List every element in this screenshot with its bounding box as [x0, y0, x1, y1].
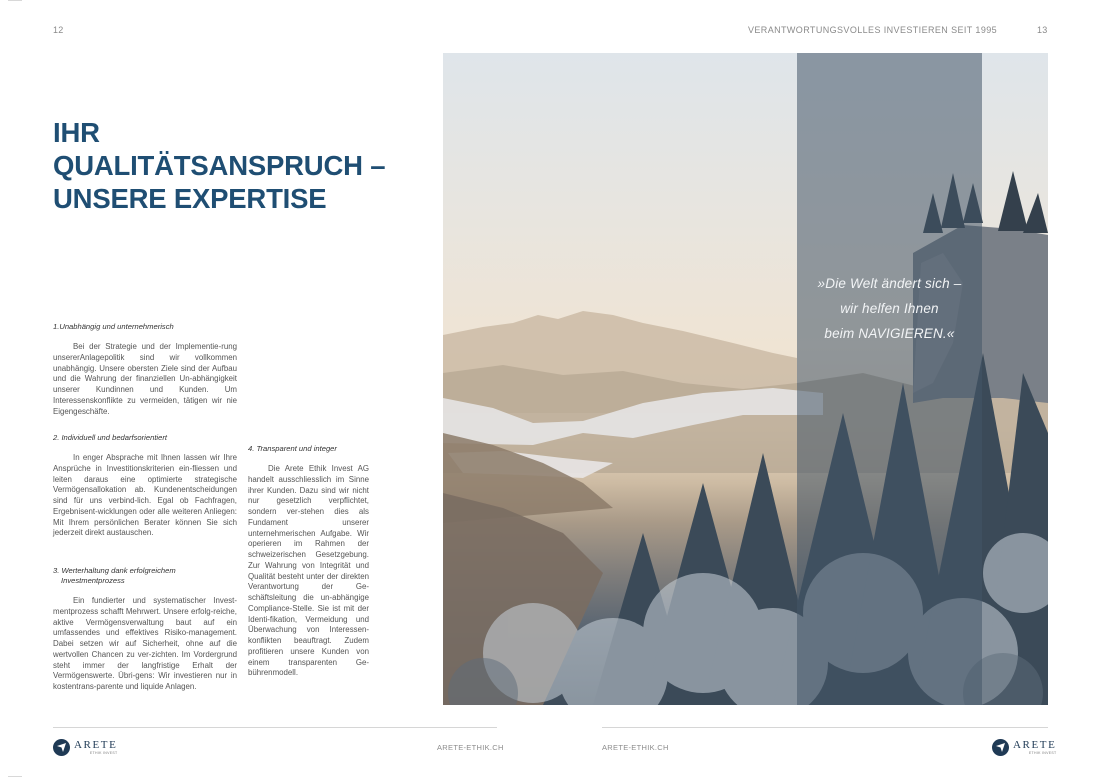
- crop-mark-top: [8, 0, 22, 1]
- right-page-number: 13: [1037, 25, 1048, 35]
- section-1-paragraph: Bei der Strategie und der Implementie-rung unsererAnlagepolitik sind wir vollkommen unabhängig. Unsere obersten Ziele sind der Aufbau und die Wahrung der finanziellen Un-abhängigkeit unserer Kundinnen und Kunden. Um Interessenskonflikte zu vermeiden, tätigen wir nie Eigengeschäfte.: [53, 342, 237, 416]
- arete-logo-left: [53, 739, 117, 756]
- left-page-number: 12: [53, 25, 64, 35]
- section-1-heading: 1.Unabhängig und unternehmerisch: [53, 322, 174, 331]
- section-3-paragraph: Ein fundierter und systematischer Invest-mentprozess schafft Mehrwert. Unsere erfolg-reiche, aktive Vermögensverwaltung baut auf ein umfassendes und effektives Risiko-management. Dabei setzen wir auf Sicherheit, ohne auf die wertvollen Chancen zu ver-zichten. Im Vordergrund steht immer der langfristige Erhalt der Vermögenswerte. Übri-gens: Wir investieren nur in kostentrans-parente und liquide Anlagen.: [53, 596, 237, 691]
- section-4-heading: 4. Transparent und integer: [248, 444, 337, 453]
- section-4-body: [248, 464, 369, 679]
- quote-line-1: »Die Welt ändert sich –: [817, 276, 962, 291]
- title-line-1: IHR: [53, 117, 100, 148]
- pull-quote: [797, 271, 982, 346]
- section-4-paragraph: Die Arete Ethik Invest AG handelt ausschliesslich im Sinne ihrer Kunden. Dazu sind wir nicht nur gesetzlich verpflichtet, sondern ver-stehen dies als Fundament unserer unternehmerischen Aufgabe. Wir operieren im Rahmen der schweizerischen Gesetzgebung. Zur Wahrung von Integrität und Qualität besteht unter der direkten Verantwortung der Ge-schäftsleitung die un-abhängige Compliance-Stelle. Sie ist mit der Identi-fikation, Vermeidung und Überwachung von Interessen-konflikten beauftragt. Zudem profitieren unsere Kunden von einem transparenten Ge-bührenmodell.: [248, 464, 369, 678]
- section-3-heading-line-1: 3. Werterhaltung dank erfolgreichem: [53, 566, 176, 575]
- logo-subtitle: ETHIK INVEST: [89, 750, 118, 755]
- section-1-body: [53, 342, 237, 417]
- section-2-body: [53, 453, 237, 539]
- section-2-heading: 2. Individuell und bedarfsorientiert: [53, 433, 167, 442]
- quote-overlay-band: [797, 53, 982, 705]
- logo-wordmark: ARETE: [1013, 738, 1057, 751]
- paper-plane-arrow-icon: [992, 739, 1009, 756]
- section-3-heading: [53, 566, 237, 586]
- footer-divider-right: [602, 727, 1048, 728]
- footer-url-right[interactable]: ARETE-ETHIK.CH: [602, 743, 669, 752]
- arete-logo-right: [992, 739, 1056, 756]
- footer-divider-left: [53, 727, 497, 728]
- logo-subtitle: ETHIK INVEST: [1028, 750, 1057, 755]
- quote-line-2: wir helfen Ihnen: [840, 301, 939, 316]
- footer-url-left[interactable]: ARETE-ETHIK.CH: [437, 743, 504, 752]
- title-line-2: QUALITÄTSANSPRUCH –: [53, 150, 386, 181]
- section-2-paragraph: In enger Absprache mit Ihnen lassen wir Ihre Ansprüche in Investitionskriterien ein-fliessen und leiten daraus eine optimierte strategische Vermögensallokation ab. Kundenentscheidungen sind für uns verbind-lich. Egal ob Fachfragen, Ergebnisent-wicklungen oder alle weiteren Anliegen: Mit Ihrem persönlichen Berater können Sie sich jederzeit direkt austauschen.: [53, 453, 237, 538]
- title-line-3: UNSERE EXPERTISE: [53, 183, 327, 214]
- section-3-body: [53, 596, 237, 693]
- section-3-heading-line-2: Investmentprozess: [61, 576, 125, 585]
- winter-forest-photo: [443, 53, 1048, 705]
- logo-wordmark: ARETE: [74, 738, 118, 751]
- paper-plane-arrow-icon: [53, 739, 70, 756]
- running-title: VERANTWORTUNGSVOLLES INVESTIEREN SEIT 1995: [748, 25, 998, 35]
- page-title: [53, 116, 433, 215]
- quote-line-3: beim NAVIGIEREN.«: [824, 326, 955, 341]
